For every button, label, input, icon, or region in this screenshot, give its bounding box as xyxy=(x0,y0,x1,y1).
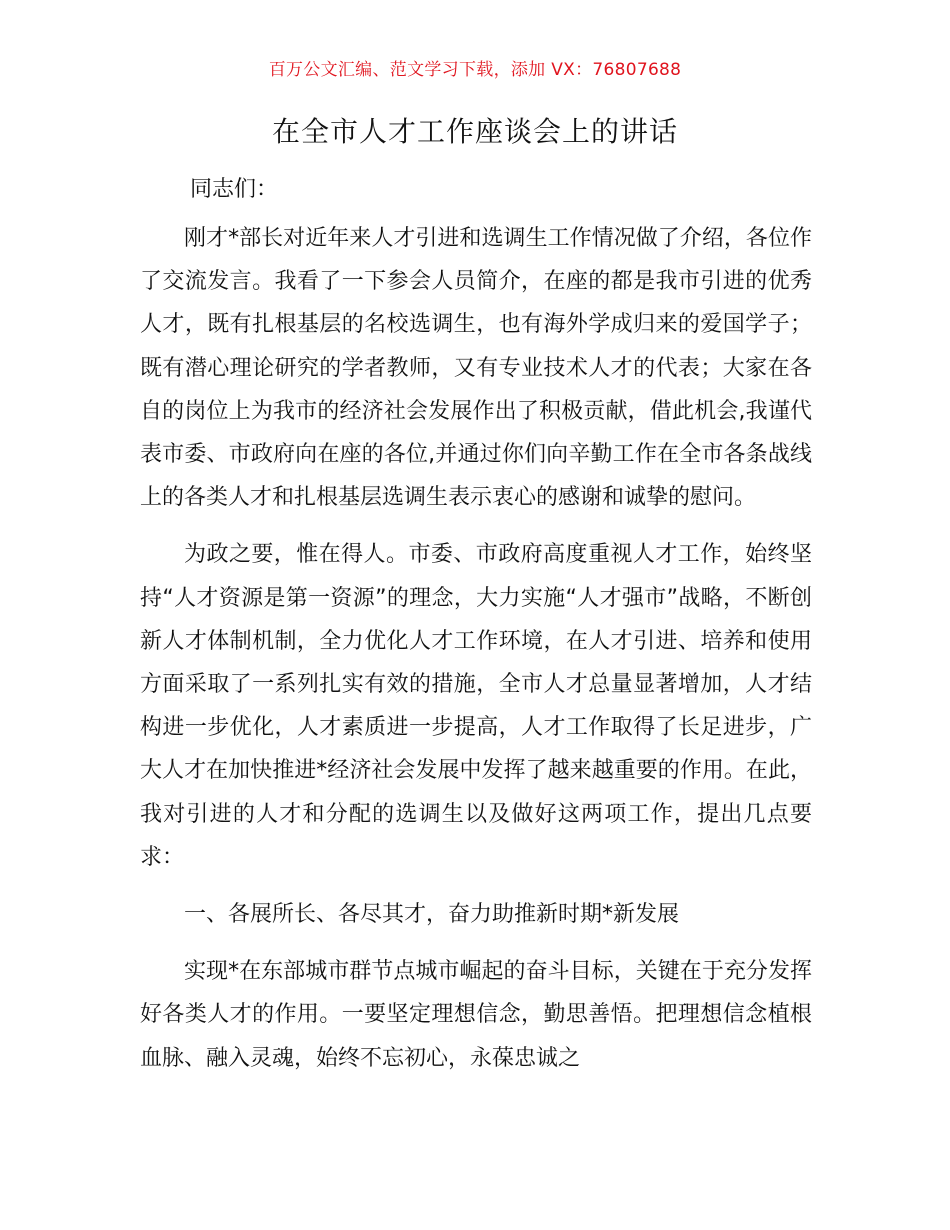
paragraph: 实现*在东部城市群节点城市崛起的奋斗目标，关键在于充分发挥好各类人才的作用。一要坚定理想信念，勤思善悟。把理想信念植根血脉、融入灵魂，始终不忘初心，永葆忠诚之 xyxy=(140,959,812,1071)
paragraph: 为政之要，惟在得人。市委、市政府高度重视人才工作，始终坚持“人才资源是第一资源”的理念，大力实施“人才强市”战略，不断创新人才体制机制，全力优化人才工作环境，在人才引进、培养和使用方面采取了一系列扎实有效的措施，全市人才总量显著增加，人才结构进一步优化，人才素质进一步提高，人才工作取得了长足进步，广大人才在加快推进*经济社会发展中发挥了越来越重要的作用。在此，我对引进的人才和分配的选调生以及做好这两项工作，提出几点要求： xyxy=(140,542,812,870)
document-title: 在全市人才工作座谈会上的讲话 xyxy=(271,115,678,148)
watermark-banner: 百万公文汇编、范文学习下载，添加 VX：76807688 xyxy=(268,60,682,80)
salutation: 同志们： xyxy=(190,177,279,202)
paragraph: 刚才*部长对近年来人才引进和选调生工作情况做了介绍，各位作了交流发言。我看了一下参会人员简介，在座的都是我市引进的优秀人才，既有扎根基层的名校选调生，也有海外学成归来的爱国学子；既有潜心理论研究的学者教师，又有专业技术人才的代表；大家在各自的岗位上为我市的经济社会发展作出了积极贡献，借此机会,我谨代表市委、市政府向在座的各位,并通过你们向辛勤工作在全市各条战线上的各类人才和扎根基层选调生表示衷心的感谢和诚挚的慰问。 xyxy=(140,226,812,511)
section-heading: 一、各展所长、各尽其才，奋力助推新时期*新发展 xyxy=(184,902,680,928)
document-body xyxy=(140,217,812,1094)
